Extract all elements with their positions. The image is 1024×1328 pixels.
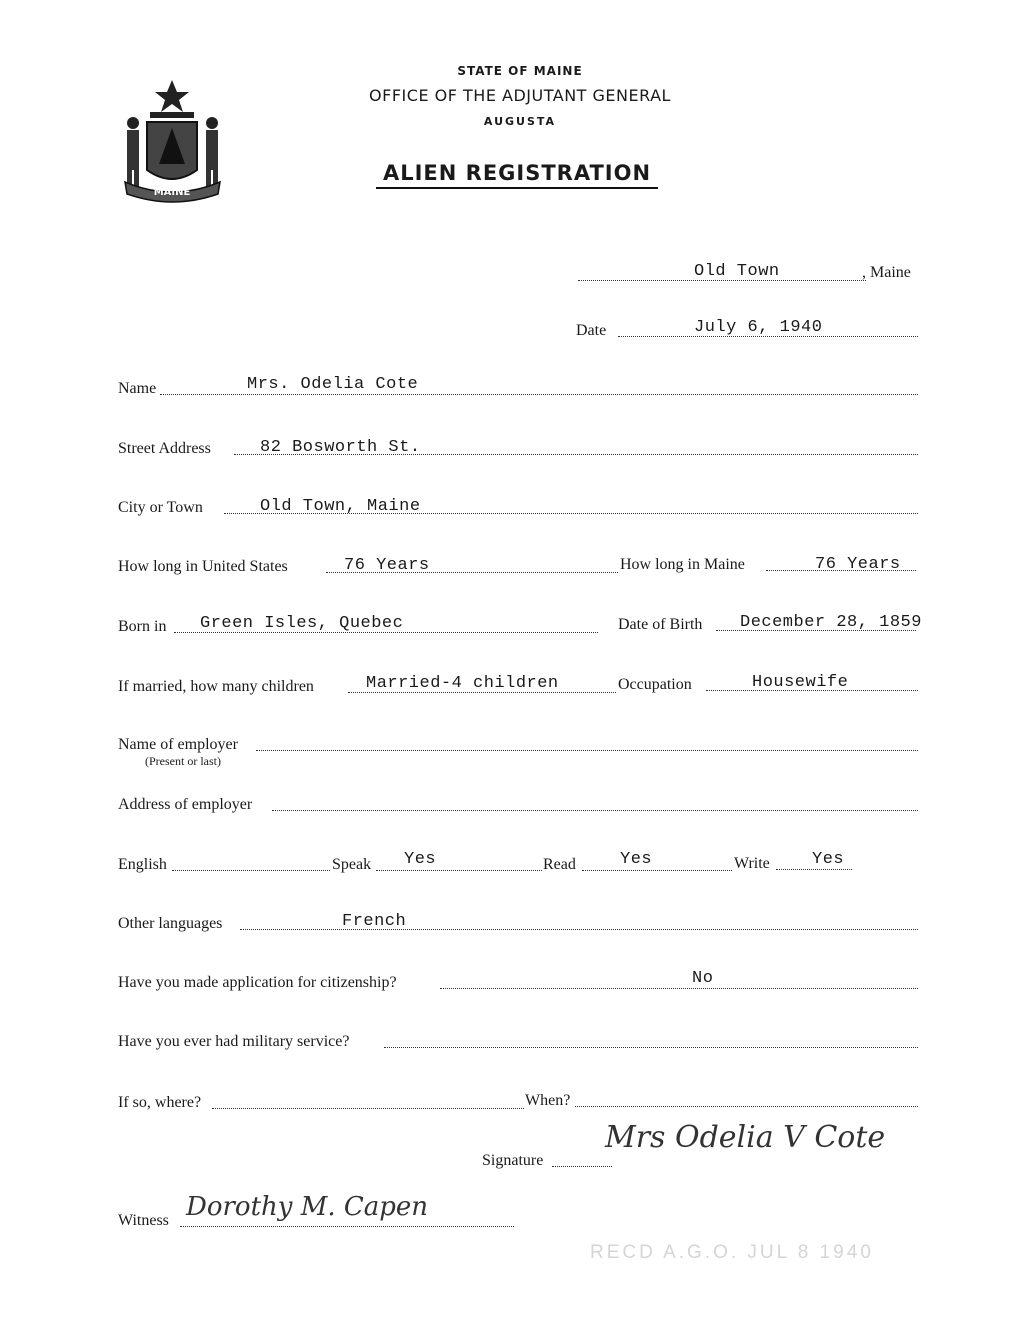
date-of-birth-label: Date of Birth — [618, 616, 703, 633]
witness-signature: Dorothy M. Capen — [186, 1192, 429, 1222]
occupation-label: Occupation — [618, 676, 692, 693]
read-value: Yes — [620, 850, 653, 869]
date-label: Date — [576, 322, 607, 339]
witness-label: Witness — [118, 1212, 169, 1229]
signature-value: Mrs Odelia V Cote — [605, 1120, 886, 1155]
married-value: Married-4 children — [366, 674, 559, 693]
seal-text: MAINE — [153, 187, 191, 198]
citizenship-line — [440, 988, 918, 989]
other-languages-value: French — [342, 912, 407, 931]
where-line — [212, 1108, 524, 1109]
employer-line — [256, 750, 918, 751]
witness-line — [180, 1226, 514, 1227]
signature-line — [552, 1166, 612, 1167]
when-label: When? — [525, 1092, 571, 1109]
city-label: City or Town — [118, 499, 203, 516]
speak-label: Speak — [332, 856, 372, 873]
citizenship-label: Have you made application for citizenship? — [118, 974, 397, 991]
where-label: If so, where? — [118, 1094, 202, 1111]
street-value: 82 Bosworth St. — [260, 438, 421, 457]
employer-sub-label: (Present or last) — [145, 754, 221, 768]
employer-address-line — [272, 810, 918, 811]
form-title: ALIEN REGISTRATION — [376, 161, 658, 189]
write-value: Yes — [812, 850, 845, 869]
how-long-us-value: 76 Years — [344, 556, 430, 575]
office-heading: OFFICE OF THE ADJUTANT GENERAL — [369, 86, 671, 105]
name-label: Name — [118, 380, 157, 397]
when-line — [575, 1106, 918, 1107]
city-value: Old Town, Maine — [260, 497, 421, 516]
received-stamp: RECD A.G.O. JUL 8 1940 — [590, 1242, 874, 1263]
how-long-maine-label: How long in Maine — [620, 556, 745, 573]
write-line — [776, 869, 852, 870]
married-label: If married, how many children — [118, 678, 314, 695]
citizenship-value: No — [692, 969, 714, 988]
english-line — [172, 870, 330, 871]
how-long-maine-value: 76 Years — [815, 555, 901, 574]
city-heading: AUGUSTA — [483, 115, 557, 128]
other-languages-label: Other languages — [118, 915, 223, 932]
english-label: English — [118, 856, 167, 873]
date-of-birth-value: December 28, 1859 — [740, 613, 922, 632]
write-label: Write — [734, 855, 770, 872]
read-line — [582, 870, 732, 871]
occupation-value: Housewife — [752, 673, 849, 692]
state-heading: STATE OF MAINE — [457, 64, 583, 78]
name-line — [160, 394, 918, 395]
date-value: July 6, 1940 — [694, 318, 823, 337]
military-label: Have you ever had military service? — [118, 1033, 350, 1050]
name-value: Mrs. Odelia Cote — [247, 375, 419, 394]
maine-label: , Maine — [862, 264, 911, 281]
speak-value: Yes — [404, 850, 437, 869]
employer-label: Name of employer — [118, 736, 238, 753]
town-value: Old Town — [694, 262, 780, 281]
born-in-value: Green Isles, Quebec — [200, 614, 404, 633]
military-line — [384, 1047, 918, 1048]
signature-label: Signature — [482, 1152, 544, 1169]
street-label: Street Address — [118, 440, 211, 457]
maine-state-seal — [115, 78, 230, 203]
read-label: Read — [543, 856, 576, 873]
how-long-us-label: How long in United States — [118, 558, 288, 575]
speak-line — [376, 870, 542, 871]
employer-address-label: Address of employer — [118, 796, 253, 813]
born-in-label: Born in — [118, 618, 167, 635]
